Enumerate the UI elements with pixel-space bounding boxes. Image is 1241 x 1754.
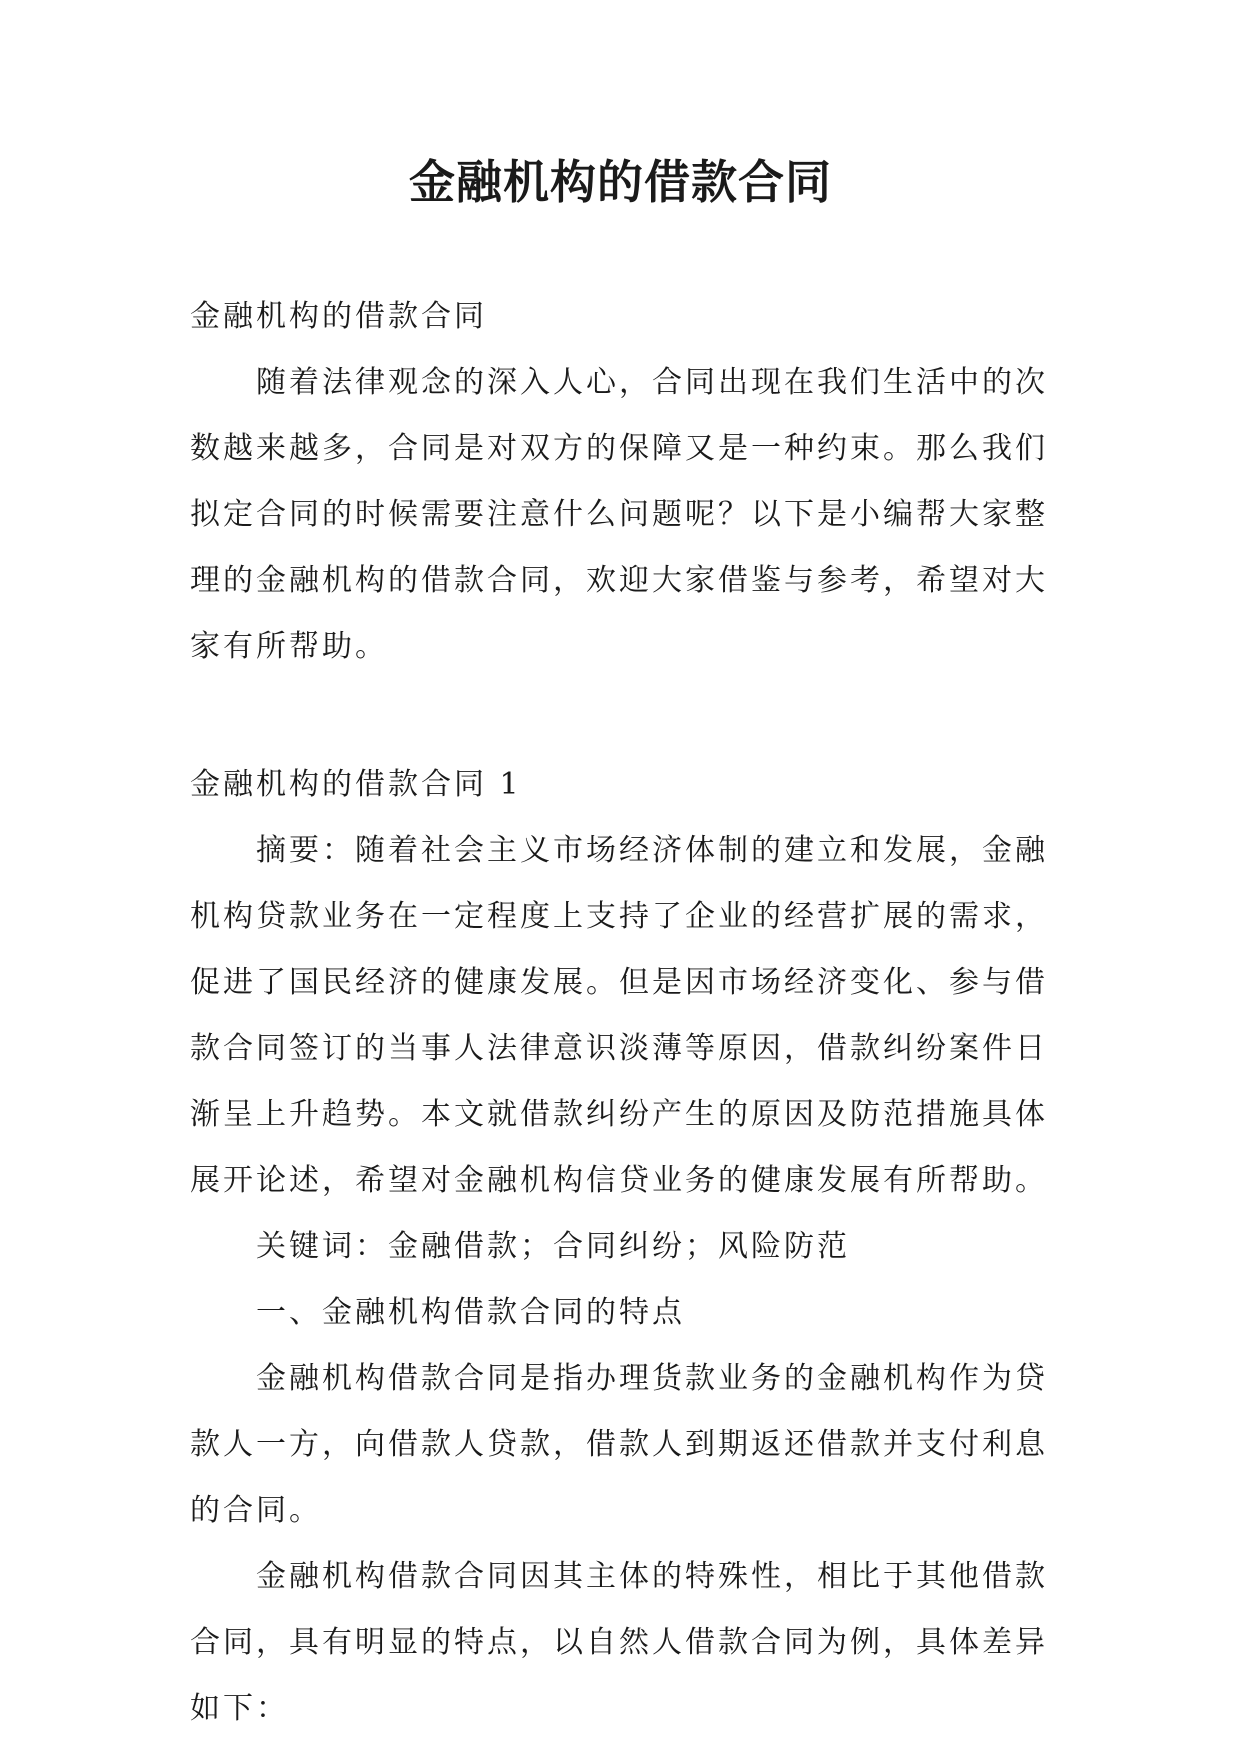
intro-paragraph: 随着法律观念的深入人心，合同出现在我们生活中的次数越来越多，合同是对双方的保障又是一种约束。那么我们拟定合同的时候需要注意什么问题呢？以下是小编帮大家整理的金融机构的借款合同，欢迎大家借鉴与参考，希望对大家有所帮助。 — [190, 365, 1048, 664]
document-title: 金融机构的借款合同 — [409, 155, 832, 209]
subsection-heading: 一、金融机构借款合同的特点 — [256, 1295, 685, 1330]
section-spacer — [190, 680, 1060, 752]
abstract-paragraph: 摘要：随着社会主义市场经济体制的建立和发展，金融机构贷款业务在一定程度上支持了企业的经营扩展的需求，促进了国民经济的健康发展。但是因市场经济变化、参与借款合同签订的当事人法律意识淡薄等原因，借款纠纷案件日渐呈上升趋势。本文就借款纠纷产生的原因及防范措施具体展开论述，希望对金融机构信贷业务的健康发展有所帮助。 — [190, 833, 1048, 1198]
keywords-line: 关键词：金融借款；合同纠纷；风险防范 — [256, 1229, 850, 1264]
document-body — [190, 284, 1060, 1742]
section-heading: 金融机构的借款合同 1 — [190, 767, 522, 802]
definition-paragraph: 金融机构借款合同是指办理货款业务的金融机构作为贷款人一方，向借款人贷款，借款人到期返还借款并支付利息的合同。 — [190, 1361, 1048, 1528]
intro-heading: 金融机构的借款合同 — [190, 299, 487, 334]
characteristics-paragraph: 金融机构借款合同因其主体的特殊性，相比于其他借款合同，具有明显的特点，以自然人借款合同为例，具体差异如下： — [190, 1559, 1048, 1726]
